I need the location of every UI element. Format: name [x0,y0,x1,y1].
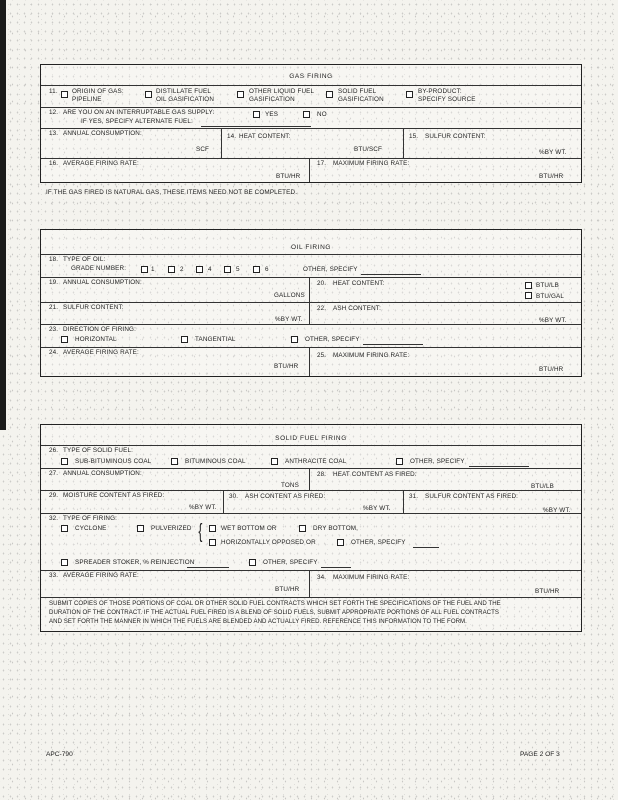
q27-number: 27. [49,470,59,477]
yes-label: YES [265,111,279,118]
wet-bottom-checkbox[interactable] [209,525,216,532]
grade-6-label: 6 [265,266,269,273]
gas-avg-firing-rate-label: AVERAGE FIRING RATE: [63,160,139,167]
firing-other-checkbox[interactable] [337,539,344,546]
tangential-checkbox[interactable] [181,336,188,343]
gas-firing-section [40,64,582,183]
other-liquid-label-2: GASIFICATION [249,96,295,103]
type-of-solid-fuel-label: TYPE OF SOLID FUEL: [63,447,134,454]
btu-scf-unit: BTU/SCF [354,146,382,153]
solid-max-firing-rate-label: MAXIMUM FIRING RATE: [333,574,410,581]
distillate-label-2: OIL GASIFICATION [156,96,215,103]
q20-number: 20. [317,280,327,287]
btu-lb-unit: BTU/LB [536,282,559,289]
solid-avg-firing-rate-label: AVERAGE FIRING RATE: [63,572,139,579]
firing-other-label: OTHER, SPECIFY [351,539,406,546]
horizontal-checkbox[interactable] [61,336,68,343]
grade-2-checkbox[interactable] [168,266,175,273]
oil-other-specify-label: OTHER, SPECIFY [303,266,358,273]
grade-4-checkbox[interactable] [196,266,203,273]
interruptable-label: ARE YOU ON AN INTERRUPTABLE GAS SUPPLY: [63,109,215,116]
no-label: NO [317,111,327,118]
q14-number: 14. [227,133,237,140]
wet-bottom-label: WET BOTTOM OR [221,525,277,532]
sub-bituminous-label: SUB-BITUMINOUS COAL [75,458,152,465]
type-of-firing-label: TYPE OF FIRING: [63,515,118,522]
horizontally-opposed-label: HORIZONTALLY OPPOSED OR [221,539,316,546]
solid-btu-lb-unit: BTU/LB [531,483,554,490]
byproduct-label-2: SPECIFY SOURCE [418,96,476,103]
grade-5-checkbox[interactable] [224,266,231,273]
origin-label: ORIGIN OF GAS: [72,88,124,95]
stoker-other-checkbox[interactable] [249,559,256,566]
q34-number: 34. [317,574,327,581]
byproduct-checkbox[interactable] [406,91,413,98]
q11-number: 11. [49,88,58,95]
direction-other-field[interactable] [363,344,423,345]
q12-number: 12. [49,109,59,116]
submit-instructions-line-3: AND SET FORTH THE MANNER IN WHICH THE FUELS ARE BLENDED AND ACTUALLY FIRED. REFERENCE THIS INFORMATION TO THE FORM. [49,618,467,625]
q17-number: 17. [317,160,327,167]
horizontal-label: HORIZONTAL [75,336,117,343]
dry-bottom-label: DRY BOTTOM, [313,525,359,532]
q29-number: 29. [49,492,59,499]
stoker-other-label: OTHER, SPECIFY [263,559,318,566]
spreader-stoker-checkbox[interactable] [61,559,68,566]
grade-2-label: 2 [180,266,184,273]
firing-brace: { [198,521,203,543]
interruptable-no-checkbox[interactable] [303,111,310,118]
horizontally-opposed-checkbox[interactable] [209,539,216,546]
q19-number: 19. [49,279,59,286]
spreader-stoker-label: SPREADER STOKER, % REINJECTION [75,559,195,566]
submit-instructions-line-2: DURATION OF THE CONTRACT. IF THE ACTUAL FUEL FIRED IS A BLEND OF SOLID FUELS, SUBMIT APPROPRIATE PORTIONS OF ALL FUEL CONTRACTS [49,609,500,616]
btu-gal-checkbox[interactable] [525,292,532,299]
oil-btu-hr-unit-1: BTU/HR [274,363,299,370]
origin-pipeline-checkbox[interactable] [61,91,68,98]
firing-other-field[interactable] [413,547,439,548]
solid-sulfur-pct-unit: %BY WT. [543,507,571,514]
grade-1-checkbox[interactable] [141,266,148,273]
oil-annual-consumption-label: ANNUAL CONSUMPTION: [63,279,142,286]
bituminous-checkbox[interactable] [171,458,178,465]
q32-number: 32. [49,515,59,522]
pulverized-label: PULVERIZED [151,525,192,532]
solid-btu-hr-unit-2: BTU/HR [535,588,560,595]
q16-number: 16. [49,160,59,167]
stoker-other-field[interactable] [321,567,351,568]
page-number: PAGE 2 OF 3 [520,751,560,758]
q31-number: 31. [409,493,419,500]
grade-1-label: 1 [151,266,155,273]
tangential-label: TANGENTIAL [195,336,236,343]
solid-fuel-firing-title: SOLID FUEL FIRING [275,435,347,442]
oil-other-field[interactable] [361,274,421,275]
solid-ash-content-label: ASH CONTENT AS FIRED: [245,493,326,500]
byproduct-label-1: BY-PRODUCT: [418,88,462,95]
solid-annual-consumption-label: ANNUAL CONSUMPTION: [63,470,142,477]
oil-avg-firing-rate-label: AVERAGE FIRING RATE: [63,349,139,356]
anthracite-checkbox[interactable] [271,458,278,465]
oil-firing-section [40,229,582,377]
bituminous-label: BITUMINOUS COAL [185,458,246,465]
anthracite-label: ANTHRACITE COAL [285,458,347,465]
solid-fuel-firing-section [40,424,582,632]
oil-sulfur-pct-unit: %BY WT. [275,316,303,323]
sub-bituminous-checkbox[interactable] [61,458,68,465]
moisture-pct-unit: %BY WT. [189,504,217,511]
oil-firing-title: OIL FIRING [290,244,332,251]
direction-other-checkbox[interactable] [291,336,298,343]
gallons-unit: GALLONS [274,292,305,299]
moisture-content-label: MOISTURE CONTENT AS FIRED: [63,492,165,499]
oil-max-firing-rate-label: MAXIMUM FIRING RATE: [333,352,410,359]
pulverized-checkbox[interactable] [137,525,144,532]
gas-btu-hr-unit-2: BTU/HR [539,173,564,180]
oil-heat-content-label: HEAT CONTENT: [333,280,385,287]
q21-number: 21. [49,304,59,311]
gas-heat-content-label: HEAT CONTENT: [239,133,291,140]
gas-btu-hr-unit-1: BTU/HR [276,173,301,180]
solid-btu-hr-unit-1: BTU/HR [275,586,300,593]
natural-gas-note: IF THE GAS FIRED IS NATURAL GAS, THESE ITEMS NEED NOT BE COMPLETED. [46,189,298,196]
gas-firing-title: GAS FIRING [289,73,333,80]
solid-heat-content-label: HEAT CONTENT AS FIRED: [333,471,417,478]
interruptable-yes-checkbox[interactable] [253,111,260,118]
btu-gal-unit: BTU/GAL [536,293,564,300]
solid-gasification-label-2: GASIFICATION [338,96,384,103]
direction-other-label: OTHER, SPECIFY [305,336,360,343]
solid-other-field[interactable] [469,466,529,467]
solid-gasification-checkbox[interactable] [326,91,333,98]
q26-number: 26. [49,447,59,454]
oil-btu-hr-unit-2: BTU/HR [539,366,564,373]
solid-ash-pct-unit: %BY WT. [363,505,391,512]
grade-number-label: GRADE NUMBER: [71,265,127,272]
q13-number: 13. [49,130,59,137]
oil-ash-content-label: ASH CONTENT: [333,305,381,312]
other-liquid-checkbox[interactable] [237,91,244,98]
q25-number: 25. [317,352,327,359]
btu-lb-checkbox[interactable] [525,282,532,289]
q15-number: 15. [409,133,419,140]
form-number: APC-790 [46,751,73,758]
type-of-oil-label: TYPE OF OIL: [63,256,106,263]
solid-other-label: OTHER, SPECIFY [410,458,465,465]
scf-unit: SCF [196,146,210,153]
pipeline-label: PIPELINE [72,96,102,103]
solid-sulfur-content-label: SULFUR CONTENT AS FIRED: [425,493,519,500]
reinjection-field[interactable] [187,567,229,568]
alternate-fuel-field[interactable] [201,126,311,127]
other-liquid-label-1: OTHER LIQUID FUEL [249,88,315,95]
oil-ash-pct-unit: %BY WT. [539,317,567,324]
q24-number: 24. [49,349,59,356]
direction-of-firing-label: DIRECTION OF FIRING: [63,326,136,333]
gas-annual-consumption-label: ANNUAL CONSUMPTION: [63,130,142,137]
submit-instructions-line-1: SUBMIT COPIES OF THOSE PORTIONS OF COAL OR OTHER SOLID FUEL CONTRACTS WHICH SET FORTH THE SPECIFICATIONS OF THE FUEL AND THE [49,600,501,607]
oil-sulfur-content-label: SULFUR CONTENT: [63,304,124,311]
dry-bottom-checkbox[interactable] [299,525,306,532]
q28-number: 28. [317,471,327,478]
scan-edge-bar [0,0,6,430]
distillate-label-1: DISTILLATE FUEL [156,88,211,95]
grade-4-label: 4 [208,266,212,273]
q22-number: 22. [317,305,327,312]
solid-other-checkbox[interactable] [396,458,403,465]
q33-number: 33. [49,572,59,579]
gas-pct-wt-unit: %BY WT. [539,149,567,156]
tons-unit: TONS [281,482,299,489]
gas-sulfur-content-label: SULFUR CONTENT: [425,133,486,140]
q18-number: 18. [49,256,59,263]
if-yes-label: IF YES, SPECIFY ALTERNATE FUEL: [81,118,193,125]
distillate-checkbox[interactable] [145,91,152,98]
solid-gasification-label-1: SOLID FUEL [338,88,377,95]
grade-6-checkbox[interactable] [253,266,260,273]
cyclone-label: CYCLONE [75,525,107,532]
cyclone-checkbox[interactable] [61,525,68,532]
q23-number: 23. [49,326,59,333]
gas-max-firing-rate-label: MAXIMUM FIRING RATE: [333,160,410,167]
q30-number: 30. [229,493,239,500]
grade-5-label: 5 [236,266,240,273]
